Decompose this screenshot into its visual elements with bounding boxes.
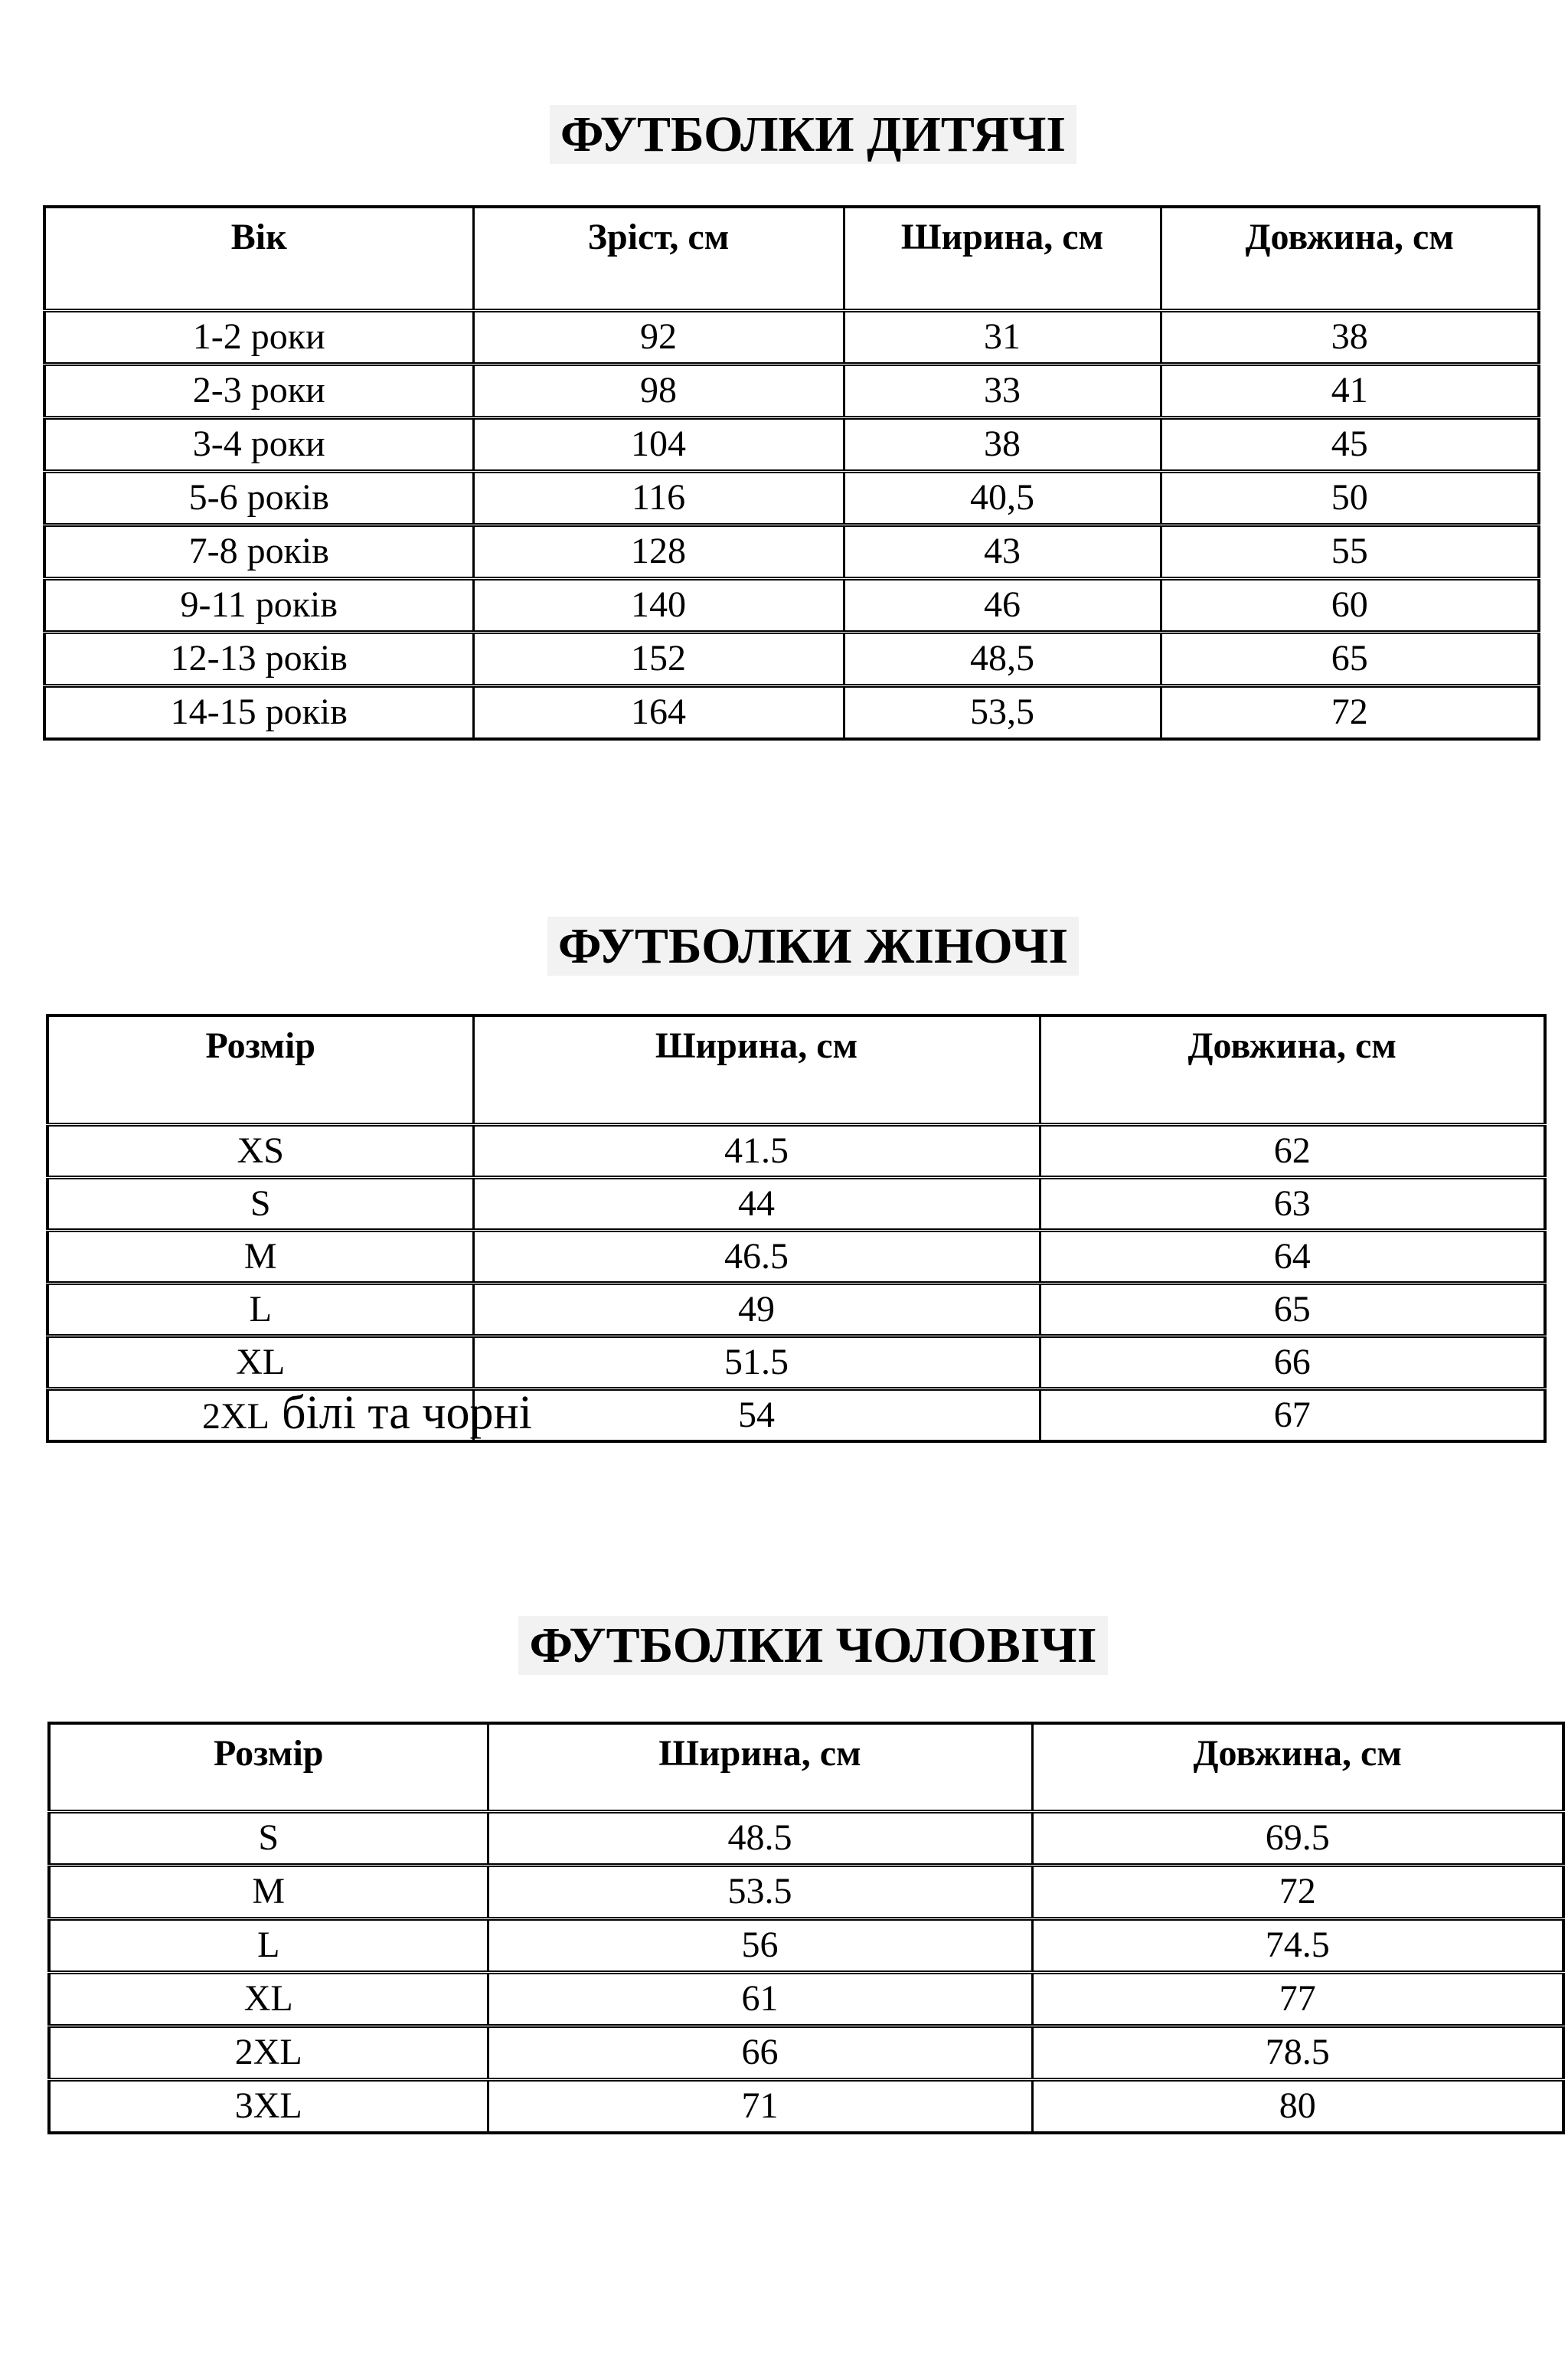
cell-length: 77 xyxy=(1032,1972,1563,2026)
table-row xyxy=(49,2079,1563,2133)
cell-size: 2XL xyxy=(49,2026,488,2079)
cell-length: 72 xyxy=(1032,1865,1563,1918)
cell-length: 66 xyxy=(1040,1336,1545,1388)
table-row xyxy=(49,1811,1563,1865)
col-header-size: Розмір xyxy=(47,1015,473,1124)
table-header-row xyxy=(47,1015,1545,1124)
cell-length: 65 xyxy=(1161,632,1539,685)
table-row xyxy=(49,2026,1563,2079)
col-header-age: Вік xyxy=(44,207,473,310)
cell-size: XL xyxy=(49,1972,488,2026)
table-row xyxy=(44,417,1539,471)
cell-length: 80 xyxy=(1032,2079,1563,2133)
cell-width: 49 xyxy=(473,1283,1040,1336)
cell-length: 72 xyxy=(1161,685,1539,739)
table-row xyxy=(49,1972,1563,2026)
cell-width: 54 xyxy=(473,1388,1040,1441)
cell-size: L xyxy=(49,1918,488,1972)
cell-length: 63 xyxy=(1040,1177,1545,1230)
cell-height: 92 xyxy=(473,310,844,364)
cell-length: 62 xyxy=(1040,1124,1545,1177)
section-title-women: ФУТБОЛКИ ЖІНОЧІ xyxy=(547,917,1079,976)
col-header-height: Зріст, см xyxy=(473,207,844,310)
table-row xyxy=(47,1177,1545,1230)
table-row xyxy=(44,471,1539,525)
cell-age: 5-6 років xyxy=(44,471,473,525)
cell-width: 46 xyxy=(844,578,1161,632)
cell-width: 48,5 xyxy=(844,632,1161,685)
table-row xyxy=(49,1865,1563,1918)
cell-width: 48.5 xyxy=(488,1811,1032,1865)
cell-age: 12-13 років xyxy=(44,632,473,685)
cell-width: 51.5 xyxy=(473,1336,1040,1388)
cell-size: S xyxy=(47,1177,473,1230)
cell-width: 41.5 xyxy=(473,1124,1040,1177)
cell-length: 50 xyxy=(1161,471,1539,525)
cell-width: 44 xyxy=(473,1177,1040,1230)
cell-height: 164 xyxy=(473,685,844,739)
cell-size: S xyxy=(49,1811,488,1865)
cell-width: 56 xyxy=(488,1918,1032,1972)
section-title-men: ФУТБОЛКИ ЧОЛОВІЧІ xyxy=(518,1616,1107,1675)
size-table-women xyxy=(46,1014,1547,1443)
cell-length: 45 xyxy=(1161,417,1539,471)
table-row xyxy=(44,525,1539,578)
table-row xyxy=(47,1388,1545,1441)
cell-height: 140 xyxy=(473,578,844,632)
cell-length: 69.5 xyxy=(1032,1811,1563,1865)
cell-length: 78.5 xyxy=(1032,2026,1563,2079)
cell-length: 60 xyxy=(1161,578,1539,632)
cell-length: 41 xyxy=(1161,364,1539,417)
cell-size: XS xyxy=(47,1124,473,1177)
section-title-kids: ФУТБОЛКИ ДИТЯЧІ xyxy=(550,105,1076,164)
cell-size-note xyxy=(47,1387,532,1441)
cell-length: 65 xyxy=(1040,1283,1545,1336)
cell-width: 53.5 xyxy=(488,1865,1032,1918)
table-row xyxy=(47,1283,1545,1336)
cell-width: 61 xyxy=(488,1972,1032,2026)
cell-length: 64 xyxy=(1040,1230,1545,1283)
col-header-size: Розмір xyxy=(49,1723,488,1811)
cell-width: 31 xyxy=(844,310,1161,364)
table-row xyxy=(47,1230,1545,1283)
cell-size: XL xyxy=(47,1336,473,1388)
table-row xyxy=(44,310,1539,364)
cell-width: 46.5 xyxy=(473,1230,1040,1283)
cell-height: 128 xyxy=(473,525,844,578)
col-header-width: Ширина, см xyxy=(473,1015,1040,1124)
cell-width: 38 xyxy=(844,417,1161,471)
cell-length: 74.5 xyxy=(1032,1918,1563,1972)
cell-length: 55 xyxy=(1161,525,1539,578)
col-header-width: Ширина, см xyxy=(844,207,1161,310)
cell-height: 116 xyxy=(473,471,844,525)
cell-width: 43 xyxy=(844,525,1161,578)
colors-note-text: білі та чорні xyxy=(281,1387,532,1440)
cell-length: 38 xyxy=(1161,310,1539,364)
table-row xyxy=(44,632,1539,685)
cell-size: M xyxy=(47,1230,473,1283)
col-header-length: Довжина, см xyxy=(1161,207,1539,310)
cell-size: 3XL xyxy=(49,2079,488,2133)
cell-height: 98 xyxy=(473,364,844,417)
table-row xyxy=(44,578,1539,632)
cell-width: 40,5 xyxy=(844,471,1161,525)
table-header-row xyxy=(49,1723,1563,1811)
size-table-kids xyxy=(43,205,1540,741)
col-header-width: Ширина, см xyxy=(488,1723,1032,1811)
cell-age: 2-3 роки xyxy=(44,364,473,417)
cell-size: L xyxy=(47,1283,473,1336)
section-men xyxy=(58,1616,1568,1675)
cell-age: 3-4 роки xyxy=(44,417,473,471)
cell-age: 9-11 років xyxy=(44,578,473,632)
table-row xyxy=(49,1918,1563,1972)
table-row xyxy=(44,685,1539,739)
section-women xyxy=(58,917,1568,976)
cell-size: M xyxy=(49,1865,488,1918)
cell-age: 14-15 років xyxy=(44,685,473,739)
col-header-length: Довжина, см xyxy=(1040,1015,1545,1124)
table-row xyxy=(44,364,1539,417)
cell-age: 7-8 років xyxy=(44,525,473,578)
cell-height: 152 xyxy=(473,632,844,685)
cell-height: 104 xyxy=(473,417,844,471)
cell-width: 53,5 xyxy=(844,685,1161,739)
table-row xyxy=(47,1124,1545,1177)
cell-age: 1-2 роки xyxy=(44,310,473,364)
cell-length: 67 xyxy=(1040,1388,1545,1441)
cell-width: 66 xyxy=(488,2026,1032,2079)
size-label: 2XL xyxy=(202,1396,270,1437)
size-table-men xyxy=(47,1722,1565,2134)
section-kids xyxy=(58,105,1568,164)
cell-width: 33 xyxy=(844,364,1161,417)
col-header-length: Довжина, см xyxy=(1032,1723,1563,1811)
table-row xyxy=(47,1336,1545,1388)
size-2xl-colors-note xyxy=(202,1387,532,1440)
table-header-row xyxy=(44,207,1539,310)
cell-width: 71 xyxy=(488,2079,1032,2133)
